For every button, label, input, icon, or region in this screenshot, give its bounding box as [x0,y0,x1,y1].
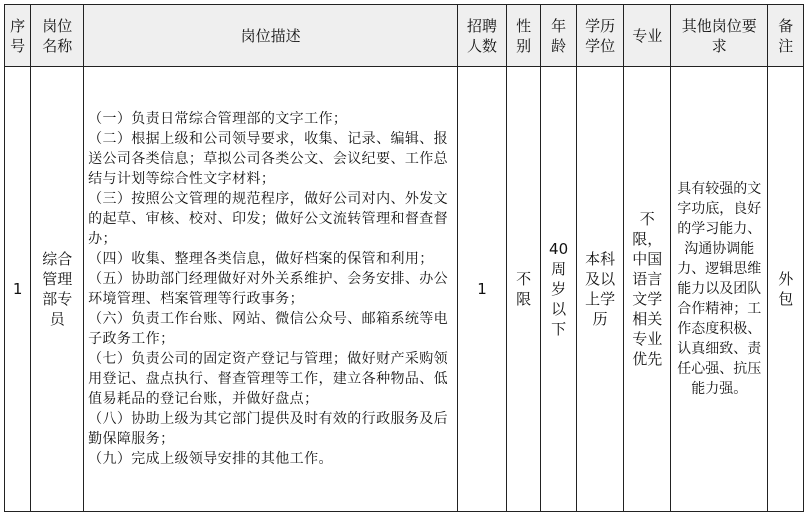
cell-major: 不限，中国语言文学相关专业优先 [624,67,671,512]
duty-line: （四）收集、整理各类信息，做好档案的保管和利用； [88,251,434,267]
header-description: 岗位描述 [84,5,458,67]
duty-line: （八）协助上级为其它部门提供及时有效的行政服务及后勤保障服务； [88,411,449,447]
header-other-requirements: 其他岗位要求 [671,5,768,67]
duty-line: （五）协助部门经理做好对外关系维护、会务安排、办公环境管理、档案管理等行政事务； [88,271,449,307]
cell-description [84,67,458,512]
cell-age: 40周岁以下 [541,67,576,512]
cell-education: 本科及以上学历 [576,67,624,512]
header-education: 学历学位 [576,5,624,67]
cell-gender: 不限 [506,67,540,512]
duty-line: （三）按照公文管理的规范程序，做好公司对内、外发文的起草、审核、校对、印发；做好公文流转管理和督查督办； [88,191,449,247]
cell-seq: 1 [5,67,31,512]
cell-other-requirements: 具有较强的文字功底，良好的学习能力、沟通协调能力、逻辑思维能力以及团队合作精神；工作态度积极、认真细致、责任心强、抗压能力强。 [671,67,768,512]
header-position-name: 岗位名称 [31,5,84,67]
table-row [5,67,804,512]
cell-remark: 外包 [768,67,804,512]
job-table [4,4,804,512]
header-major: 专业 [624,5,671,67]
duty-line: （九）完成上级领导安排的其他工作。 [88,451,333,467]
duty-line: （六）负责工作台账、网站、微信公众号、邮箱系统等电子政务工作； [88,311,449,347]
header-seq: 序号 [5,5,31,67]
duty-line: （一）负责日常综合管理部的文字工作； [88,111,348,127]
header-remark: 备注 [768,5,804,67]
cell-position-name: 综合管理部专员 [31,67,84,512]
header-headcount: 招聘人数 [458,5,507,67]
header-gender: 性别 [506,5,540,67]
duty-line: （二）根据上级和公司领导要求，收集、记录、编辑、报送公司各类信息；草拟公司各类公文、会议纪要、工作总结与计划等综合性文字材料； [88,131,449,187]
header-row [5,5,804,67]
cell-headcount: 1 [458,67,507,512]
duty-line: （七）负责公司的固定资产登记与管理；做好财产采购领用登记、盘点执行、督查管理等工作，建立各种物品、低值易耗品的登记台账，并做好盘点； [88,351,449,407]
header-age: 年龄 [541,5,576,67]
